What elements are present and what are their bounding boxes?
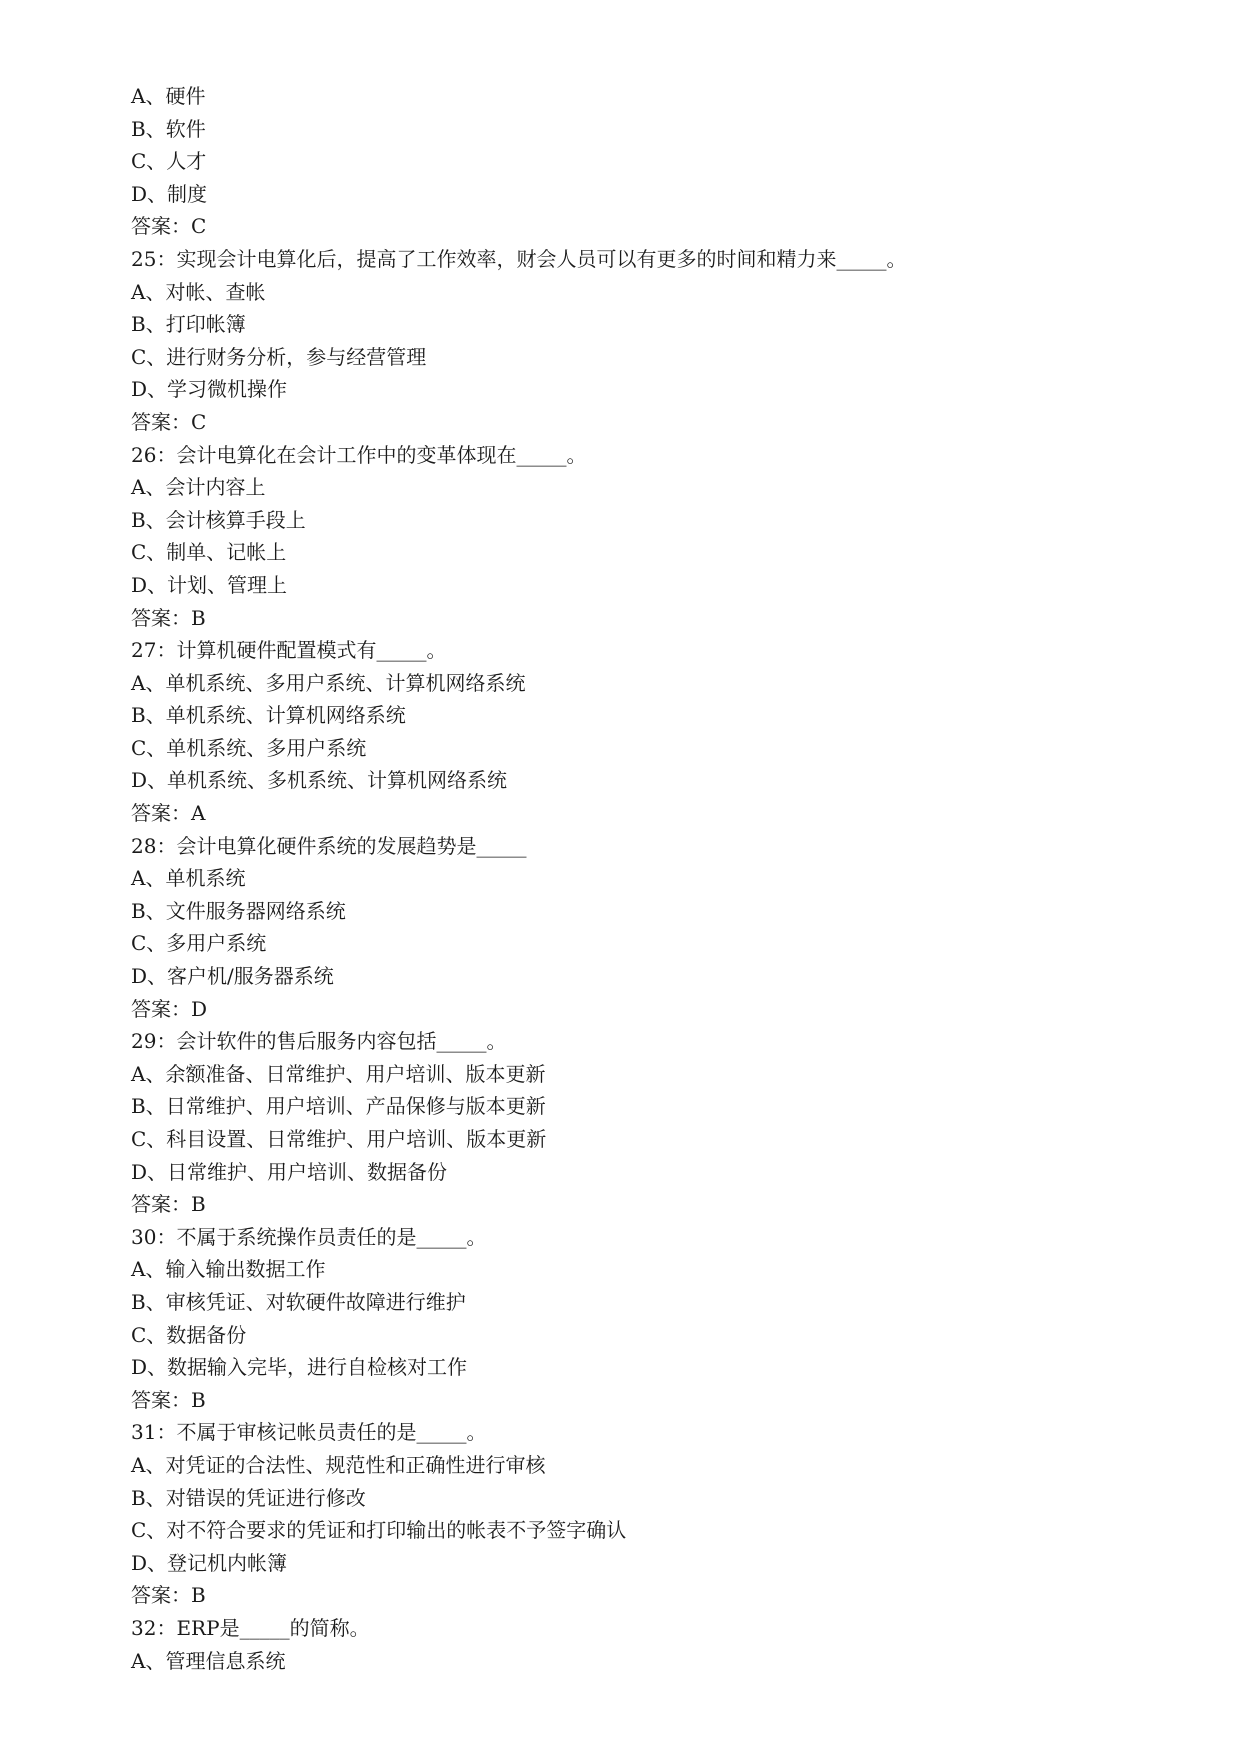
text-line: D、学习微机操作 [131,377,288,402]
text-line: C、数据备份 [131,1322,247,1347]
text-line: B、审核凭证、对软硬件故障进行维护 [131,1289,466,1314]
document-page [131,80,1131,1677]
text-line: A、硬件 [131,84,206,108]
text-line: B、对错误的凭证进行修改 [131,1485,366,1510]
text-line: A、管理信息系统 [131,1648,286,1673]
text-line: 答案：B [131,605,206,630]
text-line: 25：实现会计电算化后，提高了工作效率，财会人员可以有更多的时间和精力来_____。 [131,246,907,271]
text-line: 27：计算机硬件配置模式有_____。 [131,638,447,663]
text-line: 答案：A [131,801,206,826]
text-line: C、科目设置、日常维护、用户培训、版本更新 [131,1127,547,1151]
text-line: A、输入输出数据工作 [131,1257,326,1282]
text-line: A、对凭证的合法性、规范性和正确性进行审核 [131,1452,546,1477]
text-line: 答案：B [131,1192,206,1217]
text-line: C、制单、记帐上 [131,540,287,565]
text-line: D、日常维护、用户培训、数据备份 [131,1159,448,1184]
text-line: 答案：C [131,214,207,239]
text-line: B、日常维护、用户培训、产品保修与版本更新 [131,1094,546,1119]
text-line: A、余额准备、日常维护、用户培训、版本更新 [131,1061,546,1086]
text-line: D、单机系统、多机系统、计算机网络系统 [131,768,508,793]
text-line: C、人才 [131,149,207,174]
text-line: B、单机系统、计算机网络系统 [131,703,406,728]
text-line: B、会计核算手段上 [131,507,306,532]
text-line: 答案：B [131,1387,206,1412]
text-line: B、文件服务器网络系统 [131,898,346,923]
text-line: D、登记机内帐簿 [131,1550,288,1575]
text-line: D、计划、管理上 [131,572,288,597]
text-line: 28：会计电算化硬件系统的发展趋势是_____ [131,833,527,858]
text-line: 答案：D [131,996,208,1021]
text-line: C、多用户系统 [131,931,267,956]
text-line: B、打印帐簿 [131,312,246,337]
text-line: 26：会计电算化在会计工作中的变革体现在_____。 [131,442,587,467]
text-line: A、单机系统、多用户系统、计算机网络系统 [131,670,526,695]
text-line: 29：会计软件的售后服务内容包括_____。 [131,1029,507,1054]
text-line: 32：ERP是_____的简称。 [131,1615,370,1640]
text-line: A、对帐、查帐 [131,279,266,304]
text-line: D、制度 [131,181,208,206]
text-line: C、对不符合要求的凭证和打印输出的帐表不予签字确认 [131,1518,627,1543]
text-line: A、单机系统 [131,866,246,891]
text-line: 答案：B [131,1583,206,1608]
text-line: 答案：C [131,409,207,434]
text-line: C、进行财务分析，参与经营管理 [131,344,427,369]
text-line: C、单机系统、多用户系统 [131,735,367,760]
text-line: 31：不属于审核记帐员责任的是_____。 [131,1420,487,1445]
text-line: A、会计内容上 [131,475,266,500]
text-line: 30：不属于系统操作员责任的是_____。 [131,1224,487,1249]
text-line: D、数据输入完毕，进行自检核对工作 [131,1355,468,1380]
text-line: B、软件 [131,116,206,141]
text-line: D、客户机/服务器系统 [131,964,334,989]
